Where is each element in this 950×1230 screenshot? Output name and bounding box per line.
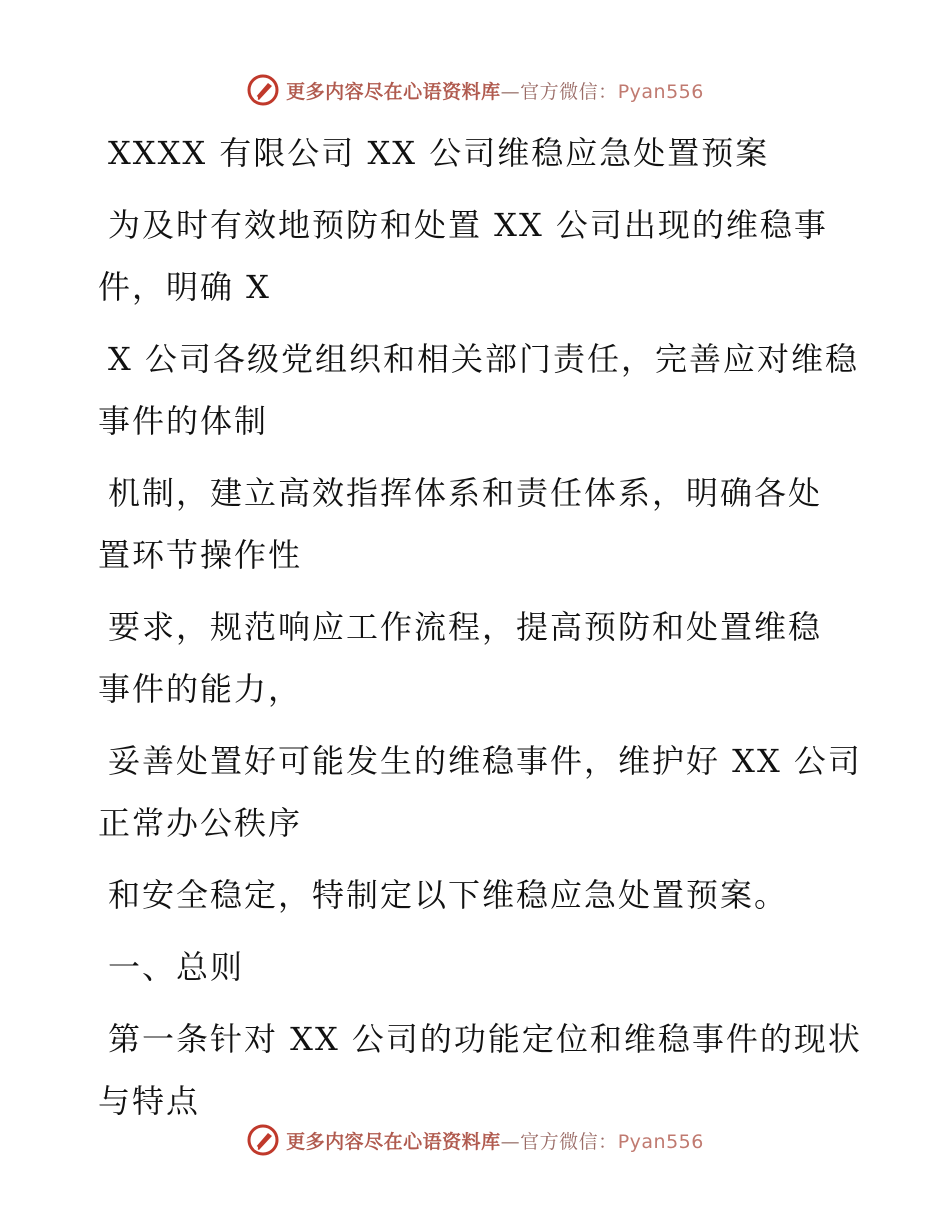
banner-separator: — — [500, 80, 521, 103]
banner-site-name: 更多内容尽在心语资料库 — [286, 1130, 501, 1153]
banner-wechat-id: Pyan556 — [617, 1130, 704, 1153]
banner-separator: — — [500, 1130, 521, 1153]
paragraph-line: 一、总则 — [108, 948, 245, 986]
header-banner — [0, 70, 950, 110]
paragraph-line: 第一条针对 XX 公司的功能定位和维稳事件的现状 — [108, 1020, 862, 1058]
paragraph — [98, 328, 878, 452]
footer-banner — [0, 1120, 950, 1160]
paragraph-line: XXXX 有限公司 XX 公司维稳应急处置预案 — [108, 134, 770, 172]
paragraph-line: X 公司各级党组织和相关部门责任，完善应对维稳 — [108, 340, 859, 378]
paragraph — [98, 462, 878, 586]
paragraph-line: 件，明确 X — [98, 268, 271, 306]
paragraph-line: 机制，建立高效指挥体系和责任体系，明确各处 — [108, 474, 823, 512]
banner-contact-label: 官方微信： — [520, 1130, 618, 1153]
paragraph-line: 为及时有效地预防和处置 XX 公司出现的维稳事 — [108, 206, 828, 244]
paragraph-line: 事件的体制 — [98, 402, 269, 440]
document-title — [98, 122, 878, 184]
banner-wechat-id: Pyan556 — [617, 80, 704, 103]
banner-contact-label: 官方微信： — [520, 80, 618, 103]
pen-logo-icon — [246, 1123, 280, 1157]
paragraph-line: 要求，规范响应工作流程，提高预防和处置维稳 — [108, 608, 823, 646]
pen-logo-icon — [246, 73, 280, 107]
paragraph-line: 置环节操作性 — [98, 536, 303, 574]
paragraph — [98, 194, 878, 318]
paragraph-line: 正常办公秩序 — [98, 804, 303, 842]
paragraph — [98, 730, 878, 854]
paragraph-line: 妥善处置好可能发生的维稳事件，维护好 XX 公司 — [108, 742, 862, 780]
paragraph — [98, 596, 878, 720]
banner-site-name: 更多内容尽在心语资料库 — [286, 80, 501, 103]
paragraph-line: 事件的能力， — [98, 670, 303, 708]
paragraph — [98, 864, 878, 926]
paragraph — [98, 1008, 878, 1132]
paragraph-line: 与特点 — [98, 1082, 201, 1120]
paragraph-line: 和安全稳定，特制定以下维稳应急处置预案。 — [108, 876, 789, 914]
section-heading — [98, 936, 878, 998]
document-body — [98, 122, 878, 1142]
